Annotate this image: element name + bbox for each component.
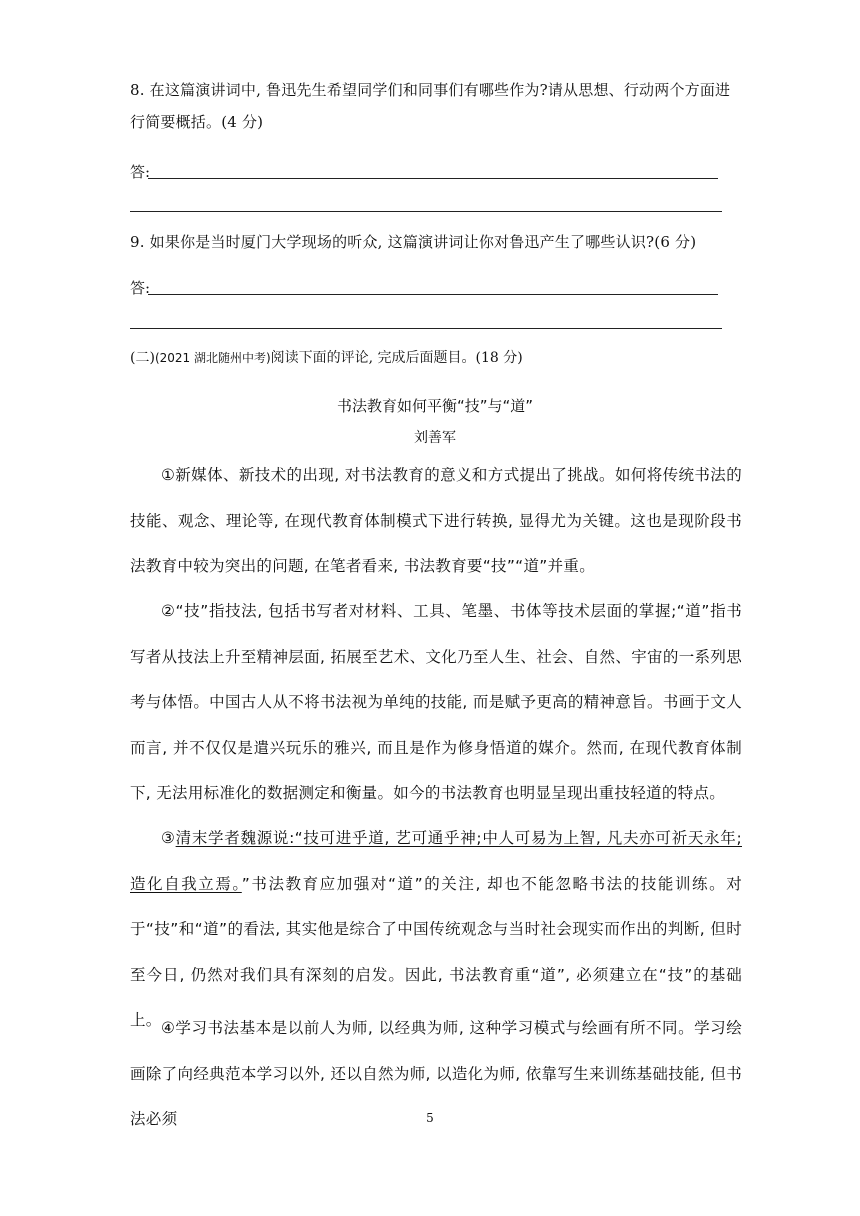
section-2-heading	[130, 346, 740, 370]
paragraph-3-number: ③	[161, 829, 176, 847]
section-2-prefix: (二)	[130, 350, 155, 366]
answer-9-blank-line-2[interactable]	[130, 328, 722, 329]
answer-9-row	[130, 276, 718, 300]
question-8: 8. 在这篇演讲词中, 鲁迅先生希望同学们和同事们有哪些作为?请从思想、行动两个方面进行简要概括。(4 分)	[130, 81, 731, 131]
answer-8-row	[130, 160, 718, 184]
section-2-source: (2021 湖北随州中考)	[154, 351, 271, 365]
article-title: 书法教育如何平衡“技”与“道”	[336, 397, 534, 415]
answer-9-blank-line[interactable]	[148, 294, 718, 295]
article-paragraph-2: ②“技”指技法, 包括书写者对材料、工具、笔墨、书体等技术层面的掌握;“道”指书写者从技法上升至精神层面, 拓展至艺术、文化乃至人生、社会、自然、宇宙的一系列思考与体悟。中国古人从不将书法视为单纯的技能, 而是赋予更高的精神意旨。书画于文人而言, 并不仅仅是遣兴玩乐的雅兴, 而且是作为修身悟道的媒介。然而, 在现代教育体制下, 无法用标准化的数据测定和衡量。如今的书法教育也明显呈现出重技轻道的特点。	[130, 602, 742, 802]
section-2-instruction: 阅读下面的评论, 完成后面题目。(18 分)	[270, 350, 523, 366]
underlined-quote: 清末学者魏源说:“技可进乎道, 艺可通乎神;中人可易为上智, 凡夫亦可祈天永年;造化自我立焉。	[130, 829, 742, 893]
answer-8-blank-line[interactable]	[148, 178, 718, 179]
page-number: 5	[426, 1111, 434, 1125]
article-paragraph-4: ④学习书法基本是以前人为师, 以经典为师, 这种学习模式与绘画有所不同。学习绘画除了向经典范本学习以外, 还以自然为师, 以造化为师, 依靠写生来训练基础技能, 但书法必须	[130, 1019, 742, 1128]
question-9: 9. 如果你是当时厦门大学现场的听众, 这篇演讲词让你对鲁迅产生了哪些认识?(6 分)	[130, 233, 697, 251]
answer-label: 答:	[130, 163, 151, 181]
article-paragraph-1: ①新媒体、新技术的出现, 对书法教育的意义和方式提出了挑战。如何将传统书法的技能、观念、理论等, 在现代教育体制模式下进行转换, 显得尤为关键。这也是现阶段书法教育中较为突出的问题, 在笔者看来, 书法教育要“技”“道”并重。	[130, 466, 742, 575]
answer-label: 答:	[130, 279, 151, 297]
answer-8-blank-line-2[interactable]	[130, 211, 722, 212]
article-author: 刘善军	[414, 430, 456, 446]
paragraph-3-text: ”书法教育应加强对“道”的关注, 却也不能忽略书法的技能训练。对于“技”和“道”的看法, 其实他是综合了中国传统观念与当时社会现实而作出的判断, 但时至今日, 仍然对我们具有深刻的启发。因此, 书法教育重“道”, 必须建立在“技”的基础上。	[130, 874, 742, 1029]
